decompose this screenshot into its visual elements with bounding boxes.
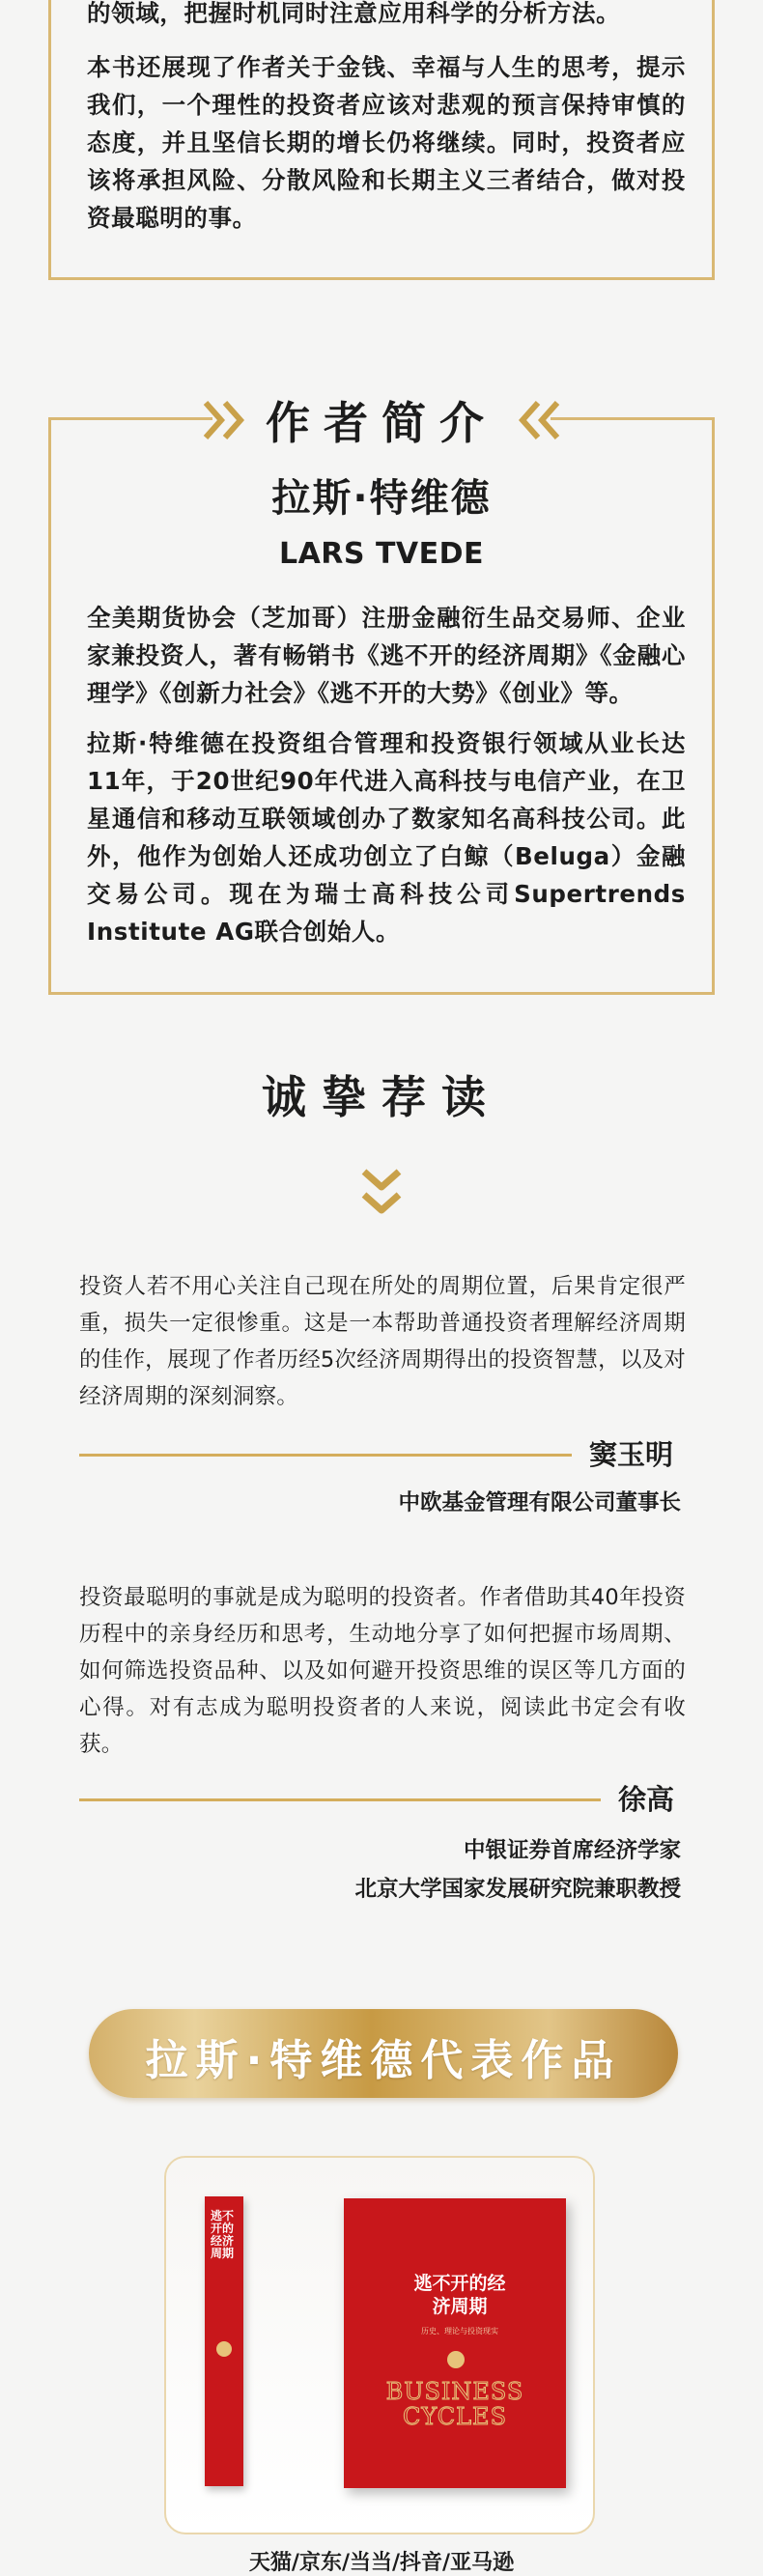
recommender-role-2b: 北京大学国家发展研究院兼职教授 <box>354 1877 681 1902</box>
book-emblem <box>447 2351 465 2368</box>
book-spine-emblem <box>216 2341 232 2357</box>
book-spine <box>205 2196 243 2486</box>
recommender-role-1: 中欧基金管理有限公司董事长 <box>398 1490 681 1515</box>
author-section-title: 作者简介 <box>266 397 497 449</box>
author-name-cn: 拉斯·特维德 <box>271 476 492 521</box>
book-spine-title: 逃不开的经济周期 <box>211 2209 235 2260</box>
recommend-section-title: 诚挚荐读 <box>262 1071 501 1123</box>
author-bio-1: 全美期货协会（芝加哥）注册金融衍生品交易师、企业家兼投资人，著有畅销书《逃不开的经济周期》《金融心理学》《创新力社会》《逃不开的大势》《创业》等。 <box>87 604 686 707</box>
recommender-name-2: 徐高 <box>618 1783 675 1816</box>
book-title-en-1: BUSINESS <box>385 2378 524 2405</box>
recommendation-text-2: 投资最聪明的事就是成为聪明的投资者。作者借助其40年投资历程中的亲身经历和思考，生动地分享了如何把握市场周期、如何筛选投资品种、以及如何避开投资思维的误区等几方面的心得。对有志成为聪明投资者的人来说，阅读此书定会有收获。 <box>79 1585 686 1757</box>
works-section-title: 拉斯·特维德代表作品 <box>145 2036 622 2085</box>
intro-line-top: 的领域，把握时机同时注意应用科学的分析方法。 <box>87 0 621 27</box>
book-title-cn: 逃不开的经济周期 <box>413 2273 506 2317</box>
book-cover <box>344 2198 566 2488</box>
chevron-left-icon <box>507 391 565 449</box>
recommendation-text-1: 投资人若不用心关注自己现在所处的周期位置，后果肯定很严重，损失一定很惨重。这是一本帮助普通投资者理解经济周期的佳作，展现了作者历经5次经济周期得出的投资智慧，以及对经济周期的深刻洞察。 <box>79 1274 686 1409</box>
author-name-en: LARS TVEDE <box>278 537 485 571</box>
author-bio-2: 拉斯·特维德在投资组合管理和投资银行领域从业长达11年，于20世纪90年代进入高科技与电信产业，在卫星通信和移动互联领域创办了数家知名高科技公司。此外，他作为创始人还成功创立了白鲸（Beluga）金融交易公司。现在为瑞士高科技公司Supertrends Institute AG联合创始人。 <box>87 729 686 946</box>
recommender-role-2a: 中银证券首席经济学家 <box>463 1838 681 1863</box>
recommendation-divider-1 <box>79 1454 572 1457</box>
book-title-en-2: CYCLES <box>402 2403 508 2430</box>
recommendation-divider-2 <box>79 1798 601 1801</box>
book-caption: 天猫/京东/当当/抖音/亚马逊 <box>248 2551 515 2575</box>
recommender-name-1: 窦玉明 <box>589 1438 674 1471</box>
book-card <box>164 2156 595 2534</box>
intro-paragraph: 本书还展现了作者关于金钱、幸福与人生的思考，提示我们，一个理性的投资者应该对悲观的预言保持审慎的态度，并且坚信长期的增长仍将继续。同时，投资者应该将承担风险、分散风险和长期主义三者结合，做对投资最聪明的事。 <box>87 53 686 232</box>
chevron-down-icon <box>357 1164 406 1222</box>
book-subtitle-cn: 历史、理论与投资现实 <box>421 2327 498 2335</box>
